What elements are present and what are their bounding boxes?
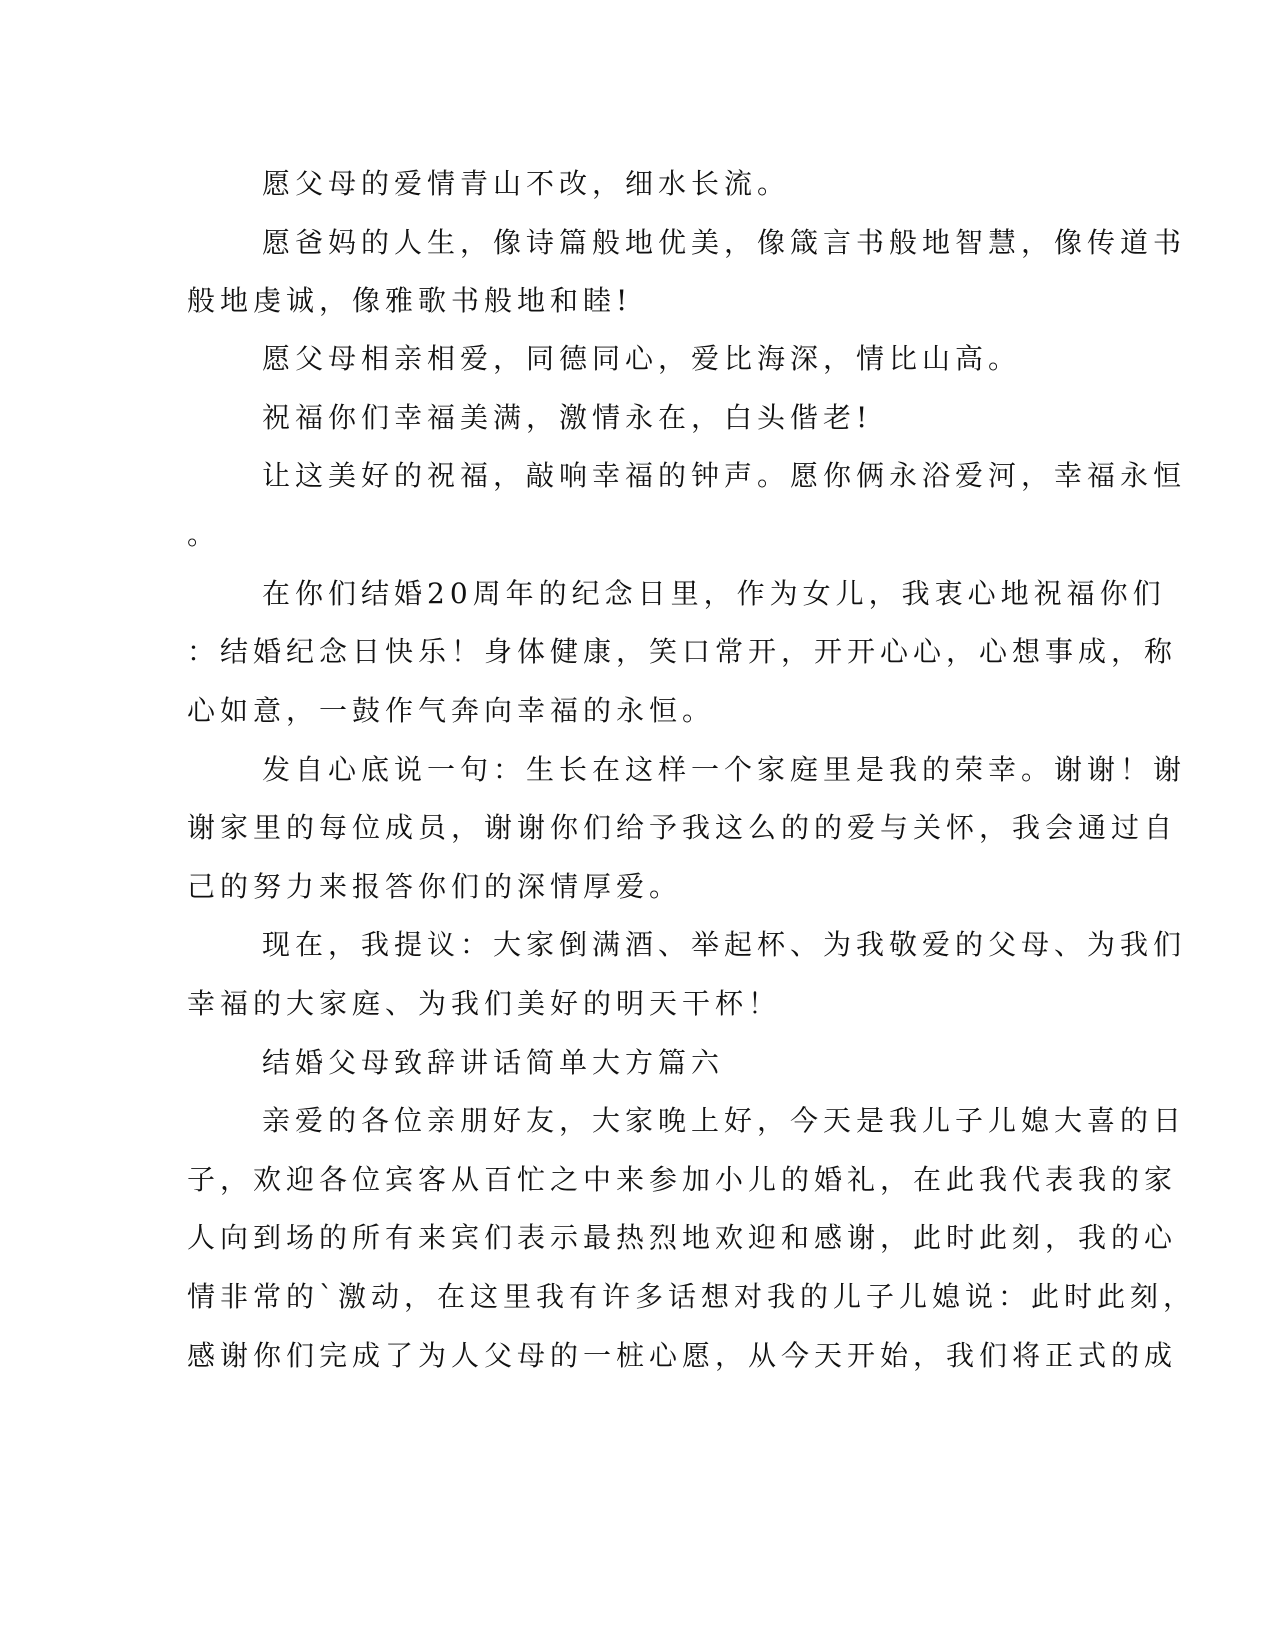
paragraph-line: 愿爸妈的人生，像诗篇般地优美，像箴言书般地智慧，像传道书 [262, 226, 1187, 259]
paragraph-line: 幸福的大家庭、为我们美好的明天干杯！ [187, 987, 782, 1020]
paragraph-line: 愿父母的爱情青山不改，细水长流。 [262, 167, 791, 200]
paragraph-line: 人向到场的所有来宾们表示最热烈地欢迎和感谢，此时此刻，我的心 [187, 1221, 1178, 1254]
paragraph-line: 心如意，一鼓作气奔向幸福的永恒。 [187, 694, 716, 727]
paragraph-line: 情非常的`激动，在这里我有许多话想对我的儿子儿媳说：此时此刻， [187, 1280, 1197, 1313]
paragraph-line: 发自心底说一句：生长在这样一个家庭里是我的荣幸。谢谢！谢 [262, 753, 1187, 786]
paragraph-line: 感谢你们完成了为人父母的一桩心愿，从今天开始，我们将正式的成 [187, 1339, 1178, 1372]
paragraph-line: 祝福你们幸福美满，激情永在，白头偕老! [262, 401, 873, 434]
paragraph-line: 愿父母相亲相爱，同德同心，爱比海深，情比山高。 [262, 342, 1022, 375]
paragraph-line: 在你们结婚20周年的纪念日里，作为女儿，我衷心地祝福你们 [262, 577, 1166, 610]
paragraph-line: 现在，我提议：大家倒满酒、举起杯、为我敬爱的父母、为我们 [262, 928, 1187, 961]
paragraph-line: 。 [187, 518, 221, 551]
paragraph-line: 让这美好的祝福，敲响幸福的钟声。愿你俩永浴爱河，幸福永恒 [262, 459, 1187, 492]
paragraph-line: ：结婚纪念日快乐！身体健康，笑口常开，开开心心，心想事成，称 [187, 635, 1178, 668]
section-heading: 结婚父母致辞讲话简单大方篇六 [262, 1046, 725, 1079]
paragraph-line: 己的努力来报答你们的深情厚爱。 [187, 870, 683, 903]
paragraph-line: 谢家里的每位成员，谢谢你们给予我这么的的爱与关怀，我会通过自 [187, 811, 1178, 844]
paragraph-line: 子，欢迎各位宾客从百忙之中来参加小儿的婚礼，在此我代表我的家 [187, 1163, 1178, 1196]
paragraph-line: 亲爱的各位亲朋好友，大家晚上好，今天是我儿子儿媳大喜的日 [262, 1104, 1187, 1137]
paragraph-line: 般地虔诚，像雅歌书般地和睦! [187, 284, 633, 317]
